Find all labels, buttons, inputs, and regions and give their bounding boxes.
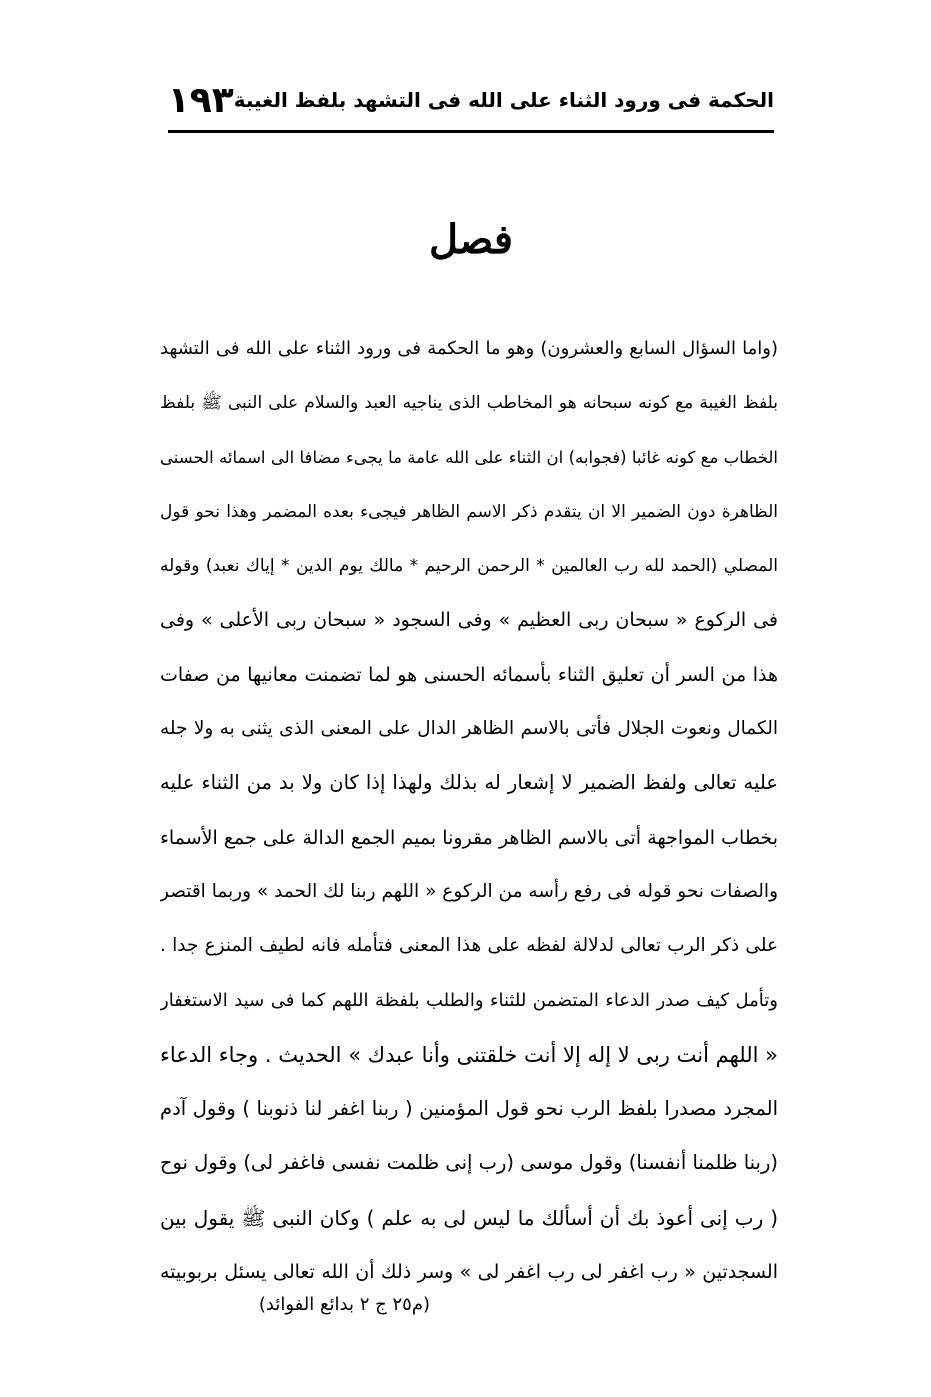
page-number: ١٩٣ xyxy=(167,79,234,121)
text-line: الكمال ونعوت الجلال فأتى بالاسم الظاهر الدال على المعنى الذى يثنى به ولا جله xyxy=(160,718,778,740)
text-line: بخطاب المواجهة أتى بالاسم الظاهر مقرونا بميم الجمع الدالة على جمع الأسماء xyxy=(160,826,778,849)
text-line: السجدتين « رب اغفر لى رب اغفر لى » وسر ذلك أن الله تعالى يسئل بربوبيته xyxy=(160,1261,778,1284)
text-line: على ذكر الرب تعالى لدلالة لفظه على هذا المعنى فتأمله فانه لطيف المنزع جدا . xyxy=(160,935,778,957)
text-line: الخطاب مع كونه غائبا (فجوابه) ان الثناء على الله عامة ما يجىء مضافا الى اسمائه الحسنى xyxy=(160,447,778,467)
body-text xyxy=(160,322,778,1299)
text-line: (واما السؤال السابع والعشرون) وهو ما الحكمة فى ورود الثناء على الله فى التشهد xyxy=(160,338,778,359)
text-line: وتأمل كيف صدر الدعاء المتضمن للثناء والطلب بلفظة اللهم كما فى سيد الاستغفار xyxy=(160,989,778,1011)
text-line: هذا من السر أن تعليق الثناء بأسمائه الحسنى هو لما تضمنت معانيها من صفات xyxy=(160,663,778,686)
text-line: المجرد مصدرا بلفظ الرب نحو قول المؤمنين ( ربنا اغفر لنا ذنوبنا ) وقول آدم xyxy=(160,1097,778,1121)
text-line: (ربنا ظلمنا أنفسنا) وقول موسى (رب إنى ظلمت نفسى فاغفر لى) وقول نوح xyxy=(160,1151,778,1175)
running-title: الحكمة فى ورود الثناء على الله فى التشهد بلفظ الغيبة xyxy=(233,88,774,112)
footer-signature-note: (م٢٥ ج ٢ بدائع الفوائد) xyxy=(258,1294,430,1315)
text-line: المصلي (الحمد لله رب العالمين * الرحمن الرحيم * مالك يوم الدين * إياك نعبد) وقوله xyxy=(160,556,778,577)
section-heading: فصل xyxy=(428,216,514,263)
header-rule xyxy=(168,130,774,133)
text-line: فى الركوع « سبحان ربى العظيم » وفى السجود « سبحان ربى الأعلى » وفى xyxy=(160,609,778,632)
text-line: ( رب إنى أعوذ بك أن أسألك ما ليس لى به علم ) وكان النبى ﷺ يقول بين xyxy=(160,1205,778,1230)
page-header xyxy=(168,72,774,128)
text-line: والصفات نحو قوله فى رفع رأسه من الركوع « اللهم ربنا لك الحمد » وربما اقتصر xyxy=(160,880,778,902)
text-line: « اللهم أنت ربى لا إله إلا أنت خلقتنى وأنا عبدك » الحديث . وجاء الدعاء xyxy=(160,1042,778,1067)
text-line: الظاهرة دون الضمير الا ان يتقدم ذكر الاسم الظاهر فيجىء بعده المضمر وهذا نحو قول xyxy=(160,501,778,522)
text-line: بلفظ الغيبة مع كونه سبحانه هو المخاطب الذى يناجيه العبد والسلام على النبى ﷺ بلفظ xyxy=(160,393,778,414)
text-line: عليه تعالى ولفظ الضمير لا إشعار له بذلك ولهذا إذا كان ولا بد من الثناء عليه xyxy=(160,771,778,795)
